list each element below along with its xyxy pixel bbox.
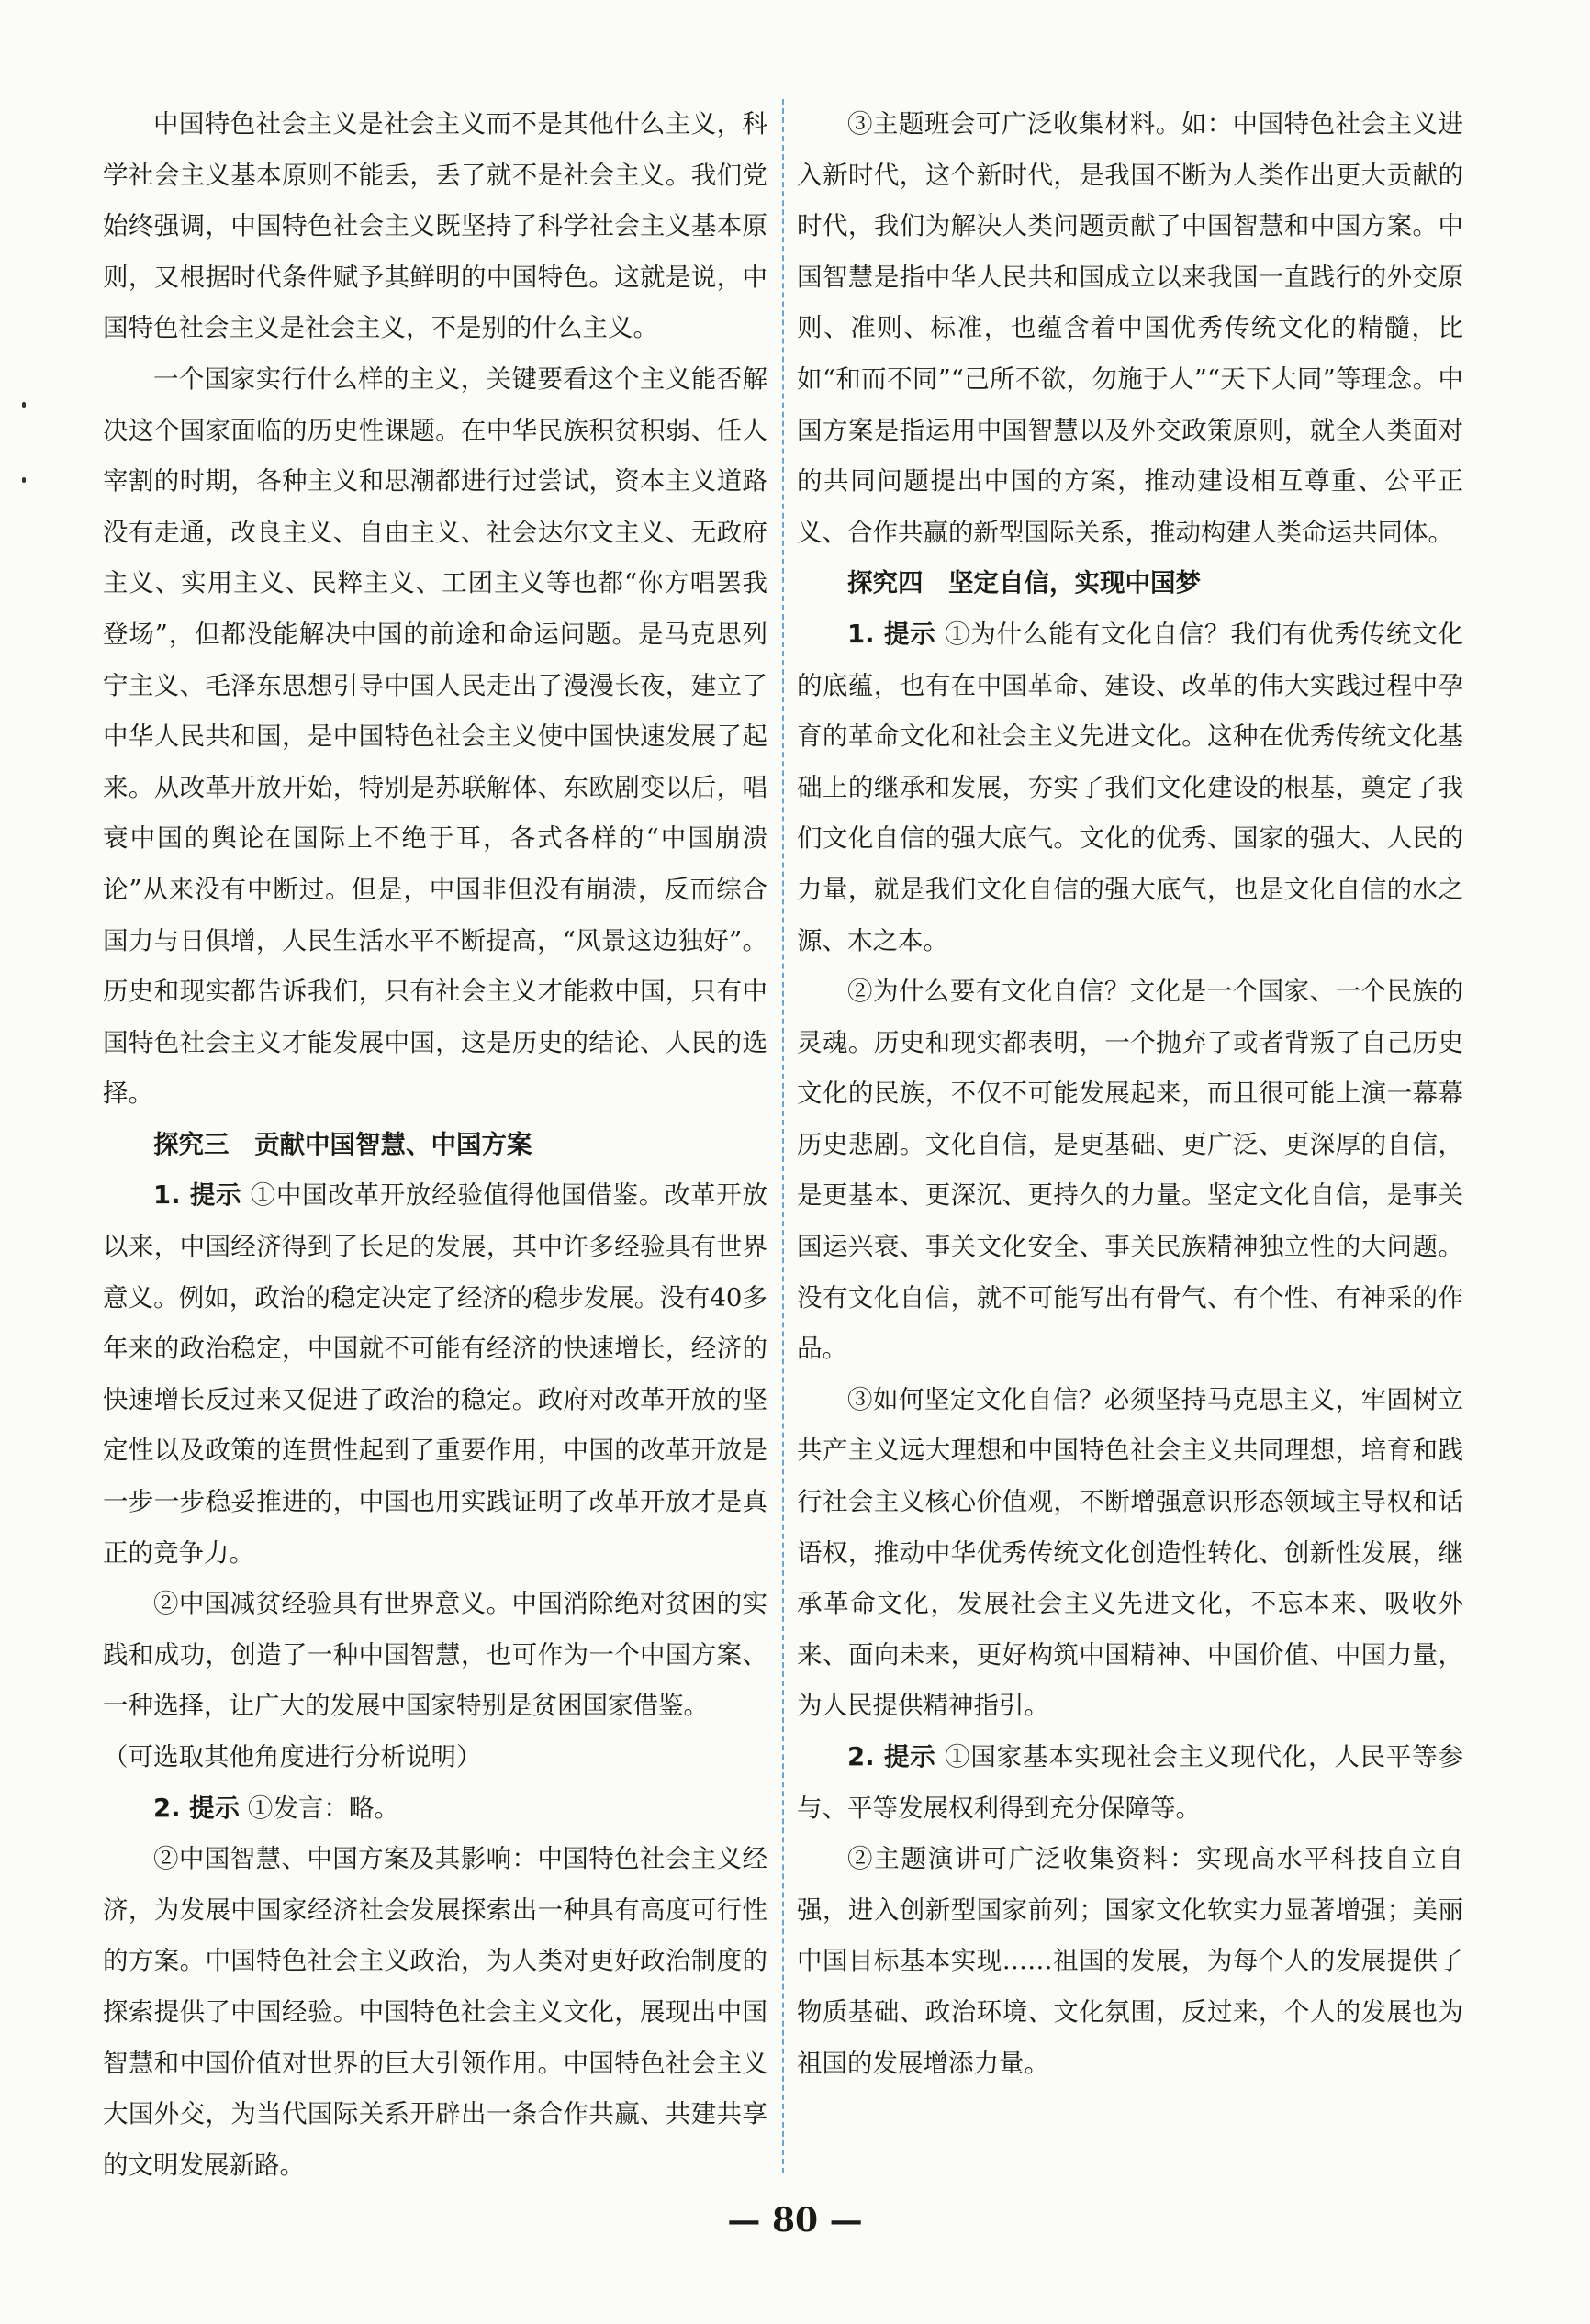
left-column xyxy=(103,99,767,2191)
section-heading-3: 探究三 贡献中国智慧、中国方案 xyxy=(153,1129,532,1159)
column-divider xyxy=(782,99,784,2173)
paragraph: ②中国减贫经验具有世界意义。中国消除绝对贫困的实践和成功，创造了一种中国智慧，也可作为一个中国方案、一种选择，让广大的发展中国家特别是贫困国家借鉴。 xyxy=(103,1589,767,1721)
hint-text: ①中国改革开放经验值得他国借鉴。改革开放以来，中国经济得到了长足的发展，其中许多经验具有世界意义。例如，政治的稳定决定了经济的稳步发展。没有40多年来的政治稳定，中国就不可能有经济的快速增长，经济的快速增长反过来又促进了政治的稳定。政府对改革开放的坚定性以及政策的连贯性起到了重要作用，中国的改革开放是一步一步稳妥推进的，中国也用实践证明了改革开放才是真正的竞争力。 xyxy=(103,1180,768,1568)
hint-text: ①国家基本实现社会主义现代化，人民平等参与、平等发展权利得到充分保障等。 xyxy=(797,1742,1463,1823)
paragraph xyxy=(103,1783,767,1835)
hint-label: 1. 提示 xyxy=(153,1180,242,1211)
paragraph: ②为什么要有文化自信？文化是一个国家、一个民族的灵魂。历史和现实都表明，一个抛弃了或者背叛了自己历史文化的民族，不仅不可能发展起来，而且很可能上演一幕幕历史悲剧。文化自信，是更基础、更广泛、更深厚的自信，是更基本、更深沉、更持久的力量。坚定文化自信，是事关国运兴衰、事关文化安全、事关民族精神独立性的大问题。没有文化自信，就不可能写出有骨气、有个性、有神采的作品。 xyxy=(797,977,1463,1364)
paragraph xyxy=(797,609,1463,966)
note: （可选取其他角度进行分析说明） xyxy=(103,1742,482,1771)
hint-text: ①发言：略。 xyxy=(247,1793,399,1823)
scan-mark xyxy=(22,477,26,483)
hint-text: ①为什么能有文化自信？我们有优秀传统文化的底蕴，也有在中国革命、建设、改革的伟大实践过程中孕育的革命文化和社会主义先进文化。这种在优秀传统文化基础上的继承和发展，夯实了我们文化建设的根基，奠定了我们文化自信的强大底气。文化的优秀、国家的强大、人民的力量，就是我们文化自信的强大底气，也是文化自信的水之源、木之本。 xyxy=(797,619,1463,955)
scan-mark xyxy=(22,402,26,408)
hint-label: 1. 提示 xyxy=(847,619,936,649)
hint-label: 2. 提示 xyxy=(153,1793,241,1823)
right-column xyxy=(797,99,1463,2089)
paragraph: ②中国智慧、中国方案及其影响：中国特色社会主义经济，为发展中国家经济社会发展探索出一种具有高度可行性的方案。中国特色社会主义政治，为人类对更好政治制度的探索提供了中国经验。中国特色社会主义文化，展现出中国智慧和中国价值对世界的巨大引领作用。中国特色社会主义大国外交，为当代国际关系开辟出一条合作共赢、共建共享的文明发展新路。 xyxy=(103,1844,767,2180)
paragraph: 一个国家实行什么样的主义，关键要看这个主义能否解决这个国家面临的历史性课题。在中华民族积贫积弱、任人宰割的时期，各种主义和思潮都进行过尝试，资本主义道路没有走通，改良主义、自由主义、社会达尔文主义、无政府主义、实用主义、民粹主义、工团主义等也都“你方唱罢我登场”，但都没能解决中国的前途和命运问题。是马克思列宁主义、毛泽东思想引导中国人民走出了漫漫长夜，建立了中华人民共和国，是中国特色社会主义使中国快速发展了起来。从改革开放开始，特别是苏联解体、东欧剧变以后，唱衰中国的舆论在国际上不绝于耳，各式各样的“中国崩溃论”从来没有中断过。但是，中国非但没有崩溃，反而综合国力与日俱增，人民生活水平不断提高，“风景这边独好”。历史和现实都告诉我们，只有社会主义才能救中国，只有中国特色社会主义才能发展中国，这是历史的结论、人民的选择。 xyxy=(103,363,767,1109)
paragraph: ②主题演讲可广泛收集资料：实现高水平科技自立自强，进入创新型国家前列；国家文化软实力显著增强；美丽中国目标基本实现……祖国的发展，为每个人的发展提供了物质基础、政治环境、文化氛围，反过来，个人的发展也为祖国的发展增添力量。 xyxy=(797,1844,1463,2078)
hint-label: 2. 提示 xyxy=(847,1742,936,1771)
page-number: — 80 — xyxy=(727,2201,863,2240)
paragraph: 中国特色社会主义是社会主义而不是其他什么主义，科学社会主义基本原则不能丢，丢了就不是社会主义。我们党始终强调，中国特色社会主义既坚持了科学社会主义基本原则，又根据时代条件赋予其鲜明的中国特色。这就是说，中国特色社会主义是社会主义，不是别的什么主义。 xyxy=(103,109,767,343)
paragraph xyxy=(103,1170,767,1579)
paragraph: ③主题班会可广泛收集材料。如：中国特色社会主义进入新时代，这个新时代，是我国不断为人类作出更大贡献的时代，我们为解决人类问题贡献了中国智慧和中国方案。中国智慧是指中华人民共和国成立以来我国一直践行的外交原则、准则、标准，也蕴含着中国优秀传统文化的精髓，比如“和而不同”“己所不欲，勿施于人”“天下大同”等理念。中国方案是指运用中国智慧以及外交政策原则，就全人类面对的共同问题提出中国的方案，推动建设相互尊重、公平正义、合作共赢的新型国际关系，推动构建人类命运共同体。 xyxy=(797,109,1463,547)
paragraph: ③如何坚定文化自信？必须坚持马克思主义，牢固树立共产主义远大理想和中国特色社会主义共同理想，培育和践行社会主义核心价值观，不断增强意识形态领域主导权和话语权，推动中华优秀传统文化创造性转化、创新性发展，继承革命文化，发展社会主义先进文化，不忘本来、吸收外来、面向未来，更好构筑中国精神、中国价值、中国力量，为人民提供精神指引。 xyxy=(797,1384,1463,1721)
paragraph xyxy=(797,1732,1463,1834)
section-heading-4: 探究四 坚定自信，实现中国梦 xyxy=(847,568,1201,598)
